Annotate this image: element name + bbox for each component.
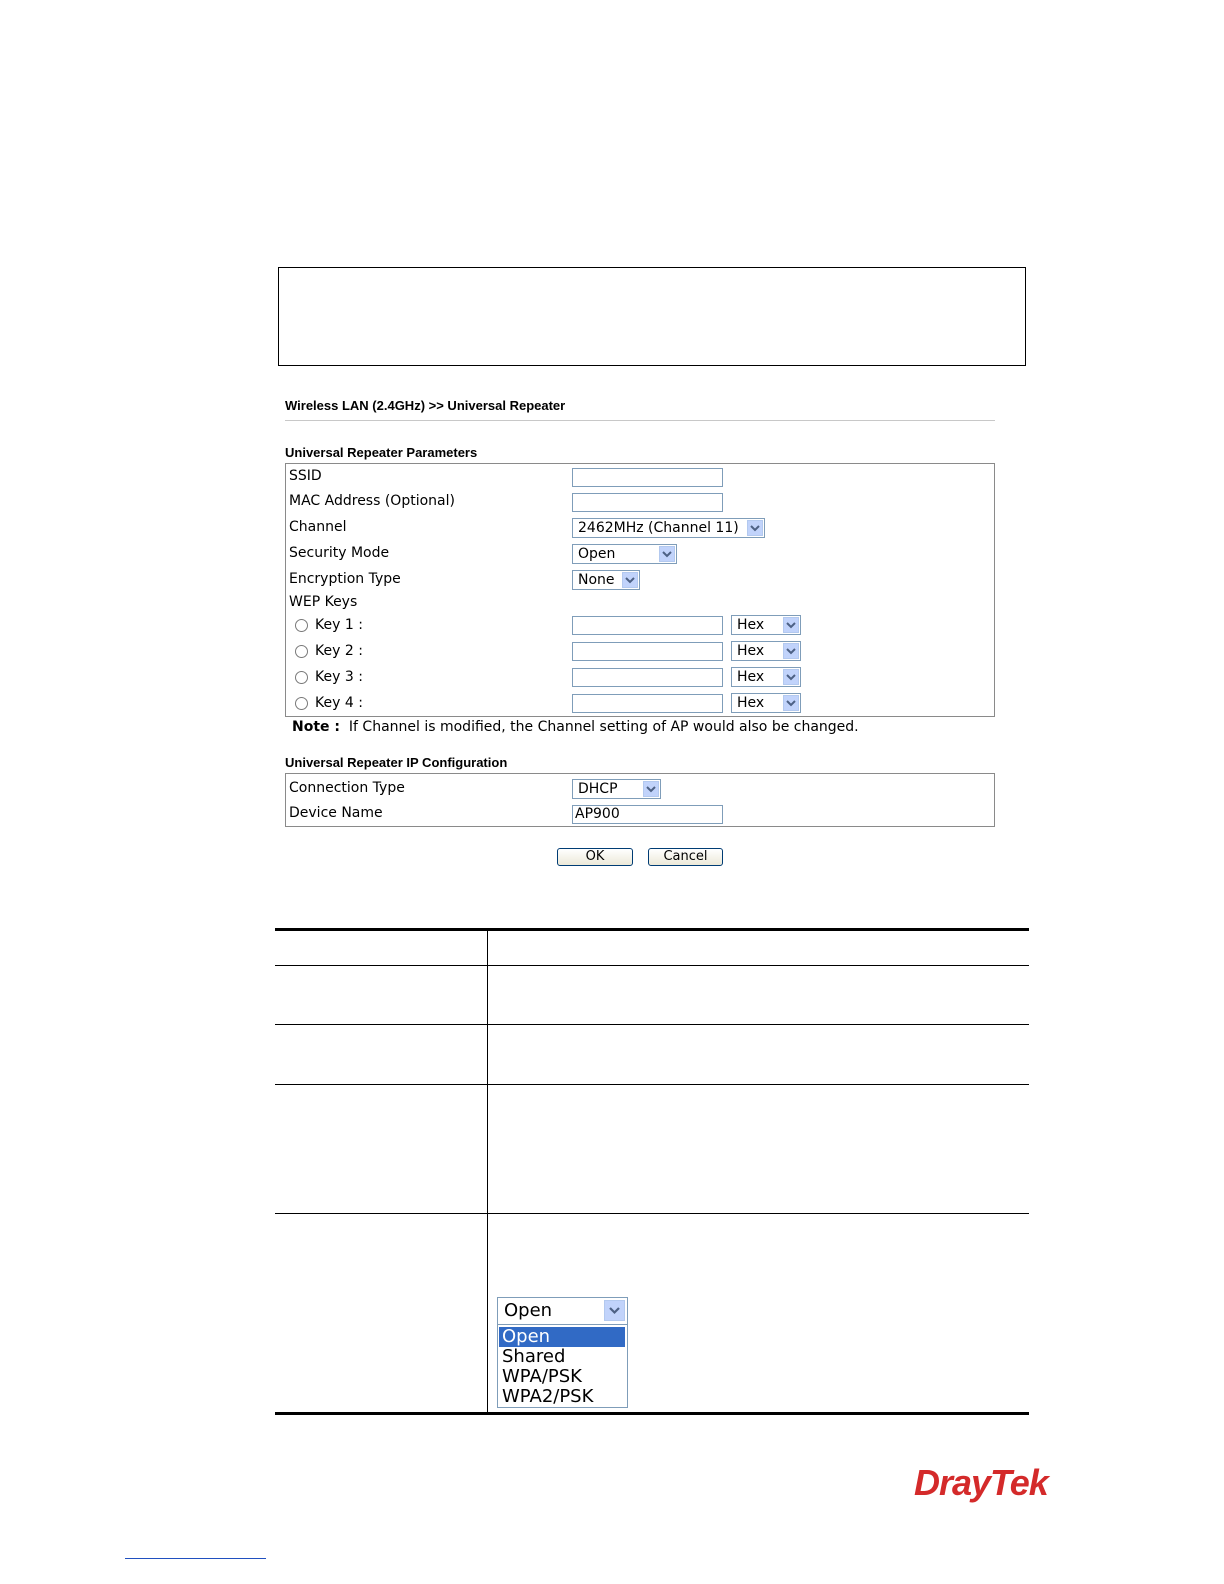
table-row-divider [275,1084,1029,1085]
chevron-down-icon[interactable] [604,1300,625,1321]
note-prefix: Note : [292,719,340,735]
dropdown-option-shared[interactable]: Shared [502,1346,566,1367]
ssid-label: SSID [289,468,322,484]
encryption-label: Encryption Type [289,571,401,587]
key-4-format-select[interactable] [731,693,801,713]
page-title: Wireless LAN (2.4GHz) >> Universal Repeater [285,398,566,413]
ip-section-title: Universal Repeater IP Configuration [285,755,508,770]
dropdown-option-open[interactable]: Open [499,1327,625,1347]
key-1-input[interactable] [572,616,723,635]
connection-type-label: Connection Type [289,780,405,796]
dropdown-option-wpa-psk[interactable]: WPA/PSK [502,1366,582,1387]
cancel-button[interactable]: Cancel [648,848,723,866]
connection-type-select[interactable] [572,779,661,799]
key-3-format: Hex [737,669,765,685]
key-2-input[interactable] [572,642,723,661]
device-name-label: Device Name [289,805,383,821]
footer-link-underline [125,1558,266,1559]
table-row-divider [275,1213,1029,1214]
draytek-logo: DrayTek [914,1462,1048,1503]
dropdown-option-wpa2-psk[interactable]: WPA2/PSK [502,1386,594,1407]
key-4-format: Hex [737,695,765,711]
mac-input[interactable] [572,493,723,512]
key-3-label: Key 3 : [315,669,363,685]
key-4-input[interactable] [572,694,723,713]
chevron-down-icon [783,695,799,711]
ok-button[interactable]: OK [557,848,633,866]
dropdown-selected-value[interactable]: Open [498,1298,627,1325]
encryption-value: None [578,572,615,588]
wep-keys-label: WEP Keys [289,594,358,610]
chevron-down-icon [659,546,675,562]
chevron-down-icon [783,617,799,633]
security-select[interactable] [572,544,677,564]
device-name-input[interactable]: AP900 [572,805,723,824]
key-3-radio[interactable] [295,671,308,684]
security-value: Open [578,546,616,562]
channel-note [292,719,859,735]
key-4-radio[interactable] [295,697,308,710]
chevron-down-icon [783,669,799,685]
chevron-down-icon [622,572,638,588]
key-2-format: Hex [737,643,765,659]
security-label: Security Mode [289,545,390,561]
key-1-format: Hex [737,617,765,633]
security-mode-dropdown[interactable] [497,1297,628,1408]
chevron-down-icon [643,781,659,797]
key-1-radio[interactable] [295,619,308,632]
note-text: If Channel is modified, the Channel setting of AP would also be changed. [348,719,859,735]
key-2-radio[interactable] [295,645,308,658]
title-divider [285,420,995,421]
params-section-title: Universal Repeater Parameters [285,445,478,460]
key-4-label: Key 4 : [315,695,363,711]
channel-select[interactable] [572,518,765,538]
encryption-select[interactable] [572,570,640,590]
key-2-label: Key 2 : [315,643,363,659]
table-bottom-rule [275,1412,1029,1415]
mac-label: MAC Address (Optional) [289,493,455,509]
key-3-input[interactable] [572,668,723,687]
note-box [278,267,1026,366]
channel-label: Channel [289,519,347,535]
channel-value: 2462MHz (Channel 11) [578,520,739,536]
key-1-format-select[interactable] [731,615,801,635]
ssid-input[interactable] [572,468,723,487]
table-top-rule [275,928,1029,931]
table-row-divider [275,965,1029,966]
chevron-down-icon [783,643,799,659]
key-1-label: Key 1 : [315,617,363,633]
table-column-divider [487,928,488,1414]
table-row-divider [275,1024,1029,1025]
key-2-format-select[interactable] [731,641,801,661]
chevron-down-icon [747,520,763,536]
key-3-format-select[interactable] [731,667,801,687]
connection-type-value: DHCP [578,781,618,797]
